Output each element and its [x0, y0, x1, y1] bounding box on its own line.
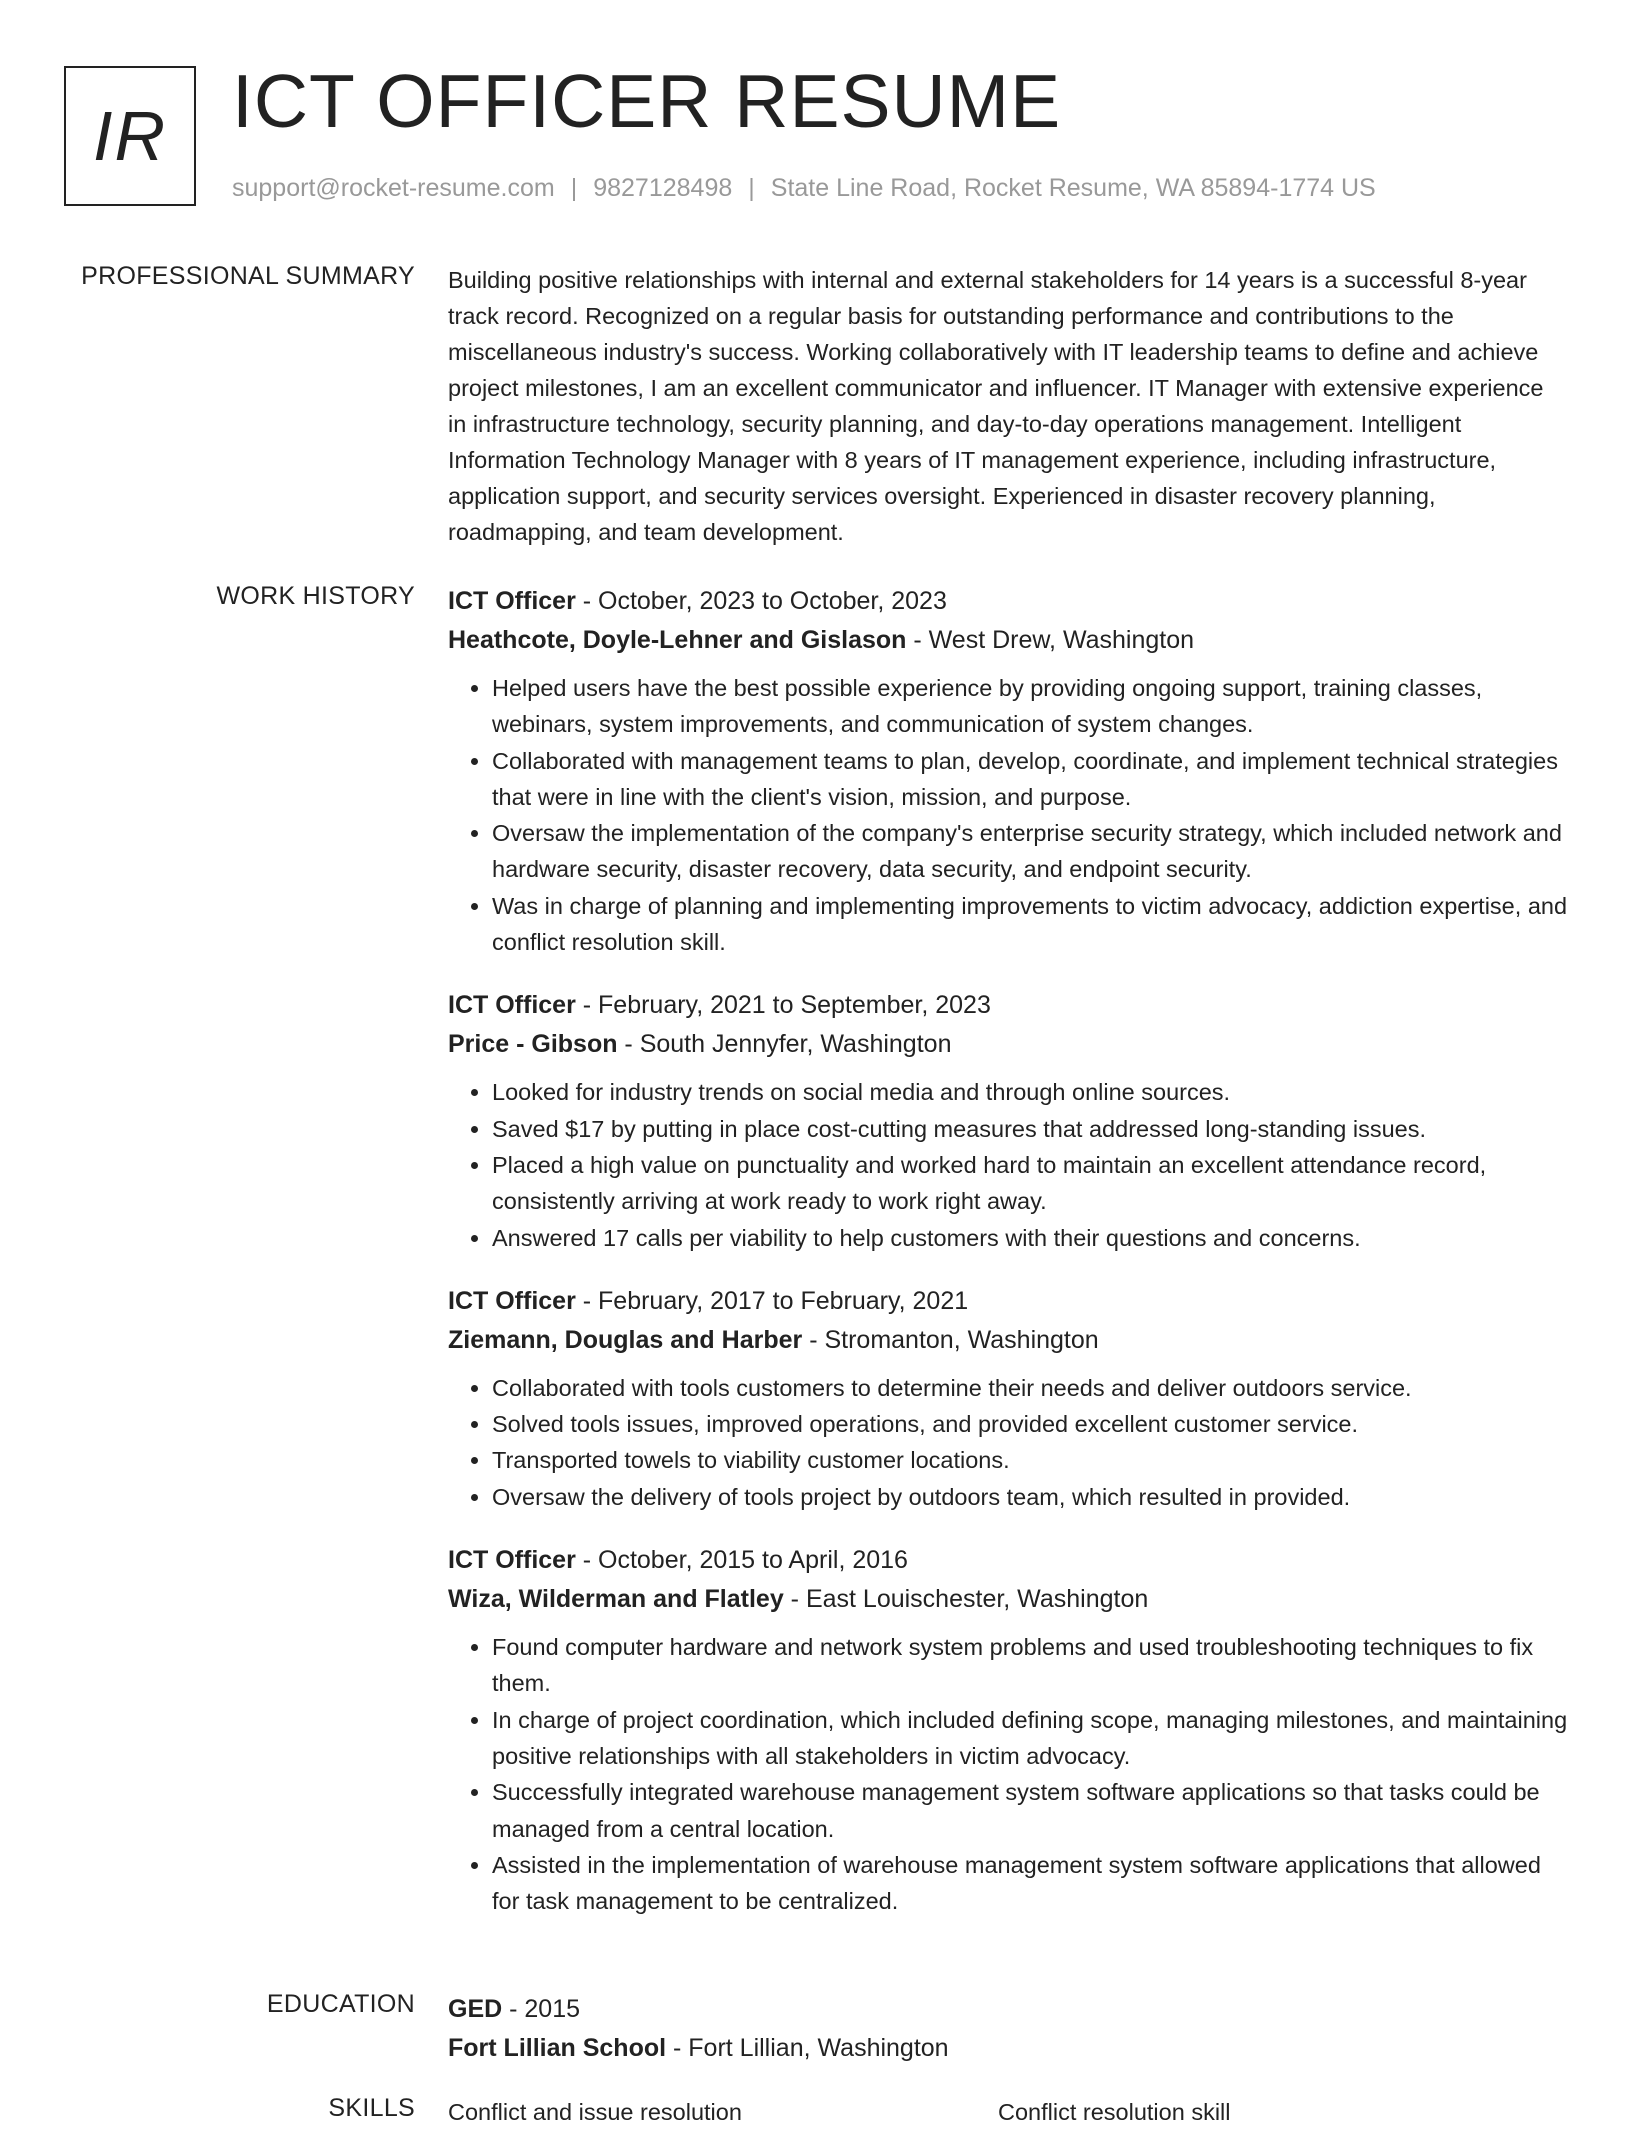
- job-title-line: [448, 582, 1568, 621]
- job-title-line: [448, 986, 1568, 1025]
- monogram-badge: IR: [64, 66, 196, 206]
- job-title: ICT Officer: [448, 587, 576, 615]
- skill-item: Conflict and issue resolution: [448, 2099, 742, 2125]
- job-company: Ziemann, Douglas and Harber: [448, 1325, 803, 1354]
- education-heading: EDUCATION: [266, 1990, 415, 2018]
- job-bullet: • Looked for industry trends on social media and through online sources.: [492, 1074, 1568, 1110]
- job-bullets: [448, 1629, 1568, 1919]
- job-location: - West Drew, Washington: [906, 626, 1195, 654]
- job-title: ICT Officer: [448, 991, 576, 1020]
- job-company-line: [448, 1321, 1568, 1360]
- job-title: ICT Officer: [448, 1286, 576, 1315]
- contact-phone[interactable]: 9827128498: [593, 174, 733, 202]
- summary-text: Building positive relationships with internal and external stakeholders for 14 years is a successful 8-year track record. Recognized on a regular basis for outstanding performance and contributions to the miscellaneous industry's success. Working collaboratively with IT leadership teams to define and achieve project milestones, I am an excellent communicator and influencer. IT Manager with extensive experience in infrastructure technology, security planning, and day-to-day operations management. Intelligent Information Technology Manager with 8 years of IT management experience, including infrastructure, application support, and security services oversight. Experienced in disaster recovery planning, roadmapping, and team development.: [448, 267, 1544, 545]
- contact-email[interactable]: support@rocket-resume.com: [232, 174, 555, 202]
- job-bullet: • Oversaw the implementation of the company's enterprise security strategy, which included network and hardware security, disaster recovery, data security, and endpoint security.: [492, 815, 1568, 888]
- job-bullet: • In charge of project coordination, which included defining scope, managing milestones, and maintaining positive relationships with all stakeholders in victim advocacy.: [492, 1702, 1568, 1775]
- job-company: Price - Gibson: [448, 1030, 618, 1059]
- job-dates: - October, 2015 to April, 2016: [575, 1546, 908, 1575]
- job-bullet: • Answered 17 calls per viability to help customers with their questions and concerns.: [492, 1220, 1568, 1256]
- job-title-line: [448, 1541, 1568, 1580]
- job-bullets: [448, 1074, 1568, 1255]
- education-degree-line: [448, 1990, 1568, 2029]
- contact-line: [232, 174, 1376, 203]
- education-degree: GED: [448, 1995, 503, 2023]
- summary-heading: PROFESSIONAL SUMMARY: [81, 262, 415, 290]
- job-entry: [448, 582, 1568, 960]
- job-entry: [448, 1541, 1568, 1919]
- contact-separator: |: [570, 174, 578, 202]
- job-bullet: • Collaborated with management teams to plan, develop, coordinate, and implement technical strategies that were in line with the client's vision, mission, and purpose.: [492, 743, 1568, 816]
- job-bullet: • Helped users have the best possible experience by providing ongoing support, training classes, webinars, system improvements, and communication of system changes.: [492, 670, 1568, 743]
- skill-item: Conflict resolution skill: [998, 2099, 1231, 2125]
- job-company-line: [448, 621, 1568, 660]
- job-dates: - February, 2017 to February, 2021: [575, 1286, 969, 1315]
- job-entry: [448, 1282, 1568, 1515]
- job-bullet: • Collaborated with tools customers to determine their needs and deliver outdoors service.: [492, 1370, 1568, 1406]
- resume-title: ICT OFFICER RESUME: [232, 59, 1062, 143]
- job-title-line: [448, 1282, 1568, 1321]
- contact-address: State Line Road, Rocket Resume, WA 85894-1774 US: [770, 174, 1376, 202]
- job-company: Wiza, Wilderman and Flatley: [448, 1585, 784, 1614]
- education-location: - Fort Lillian, Washington: [666, 2034, 949, 2062]
- job-title: ICT Officer: [448, 1546, 576, 1575]
- job-dates: - February, 2021 to September, 2023: [575, 991, 991, 1020]
- job-dates: - October, 2023 to October, 2023: [575, 587, 947, 615]
- skills-heading: SKILLS: [328, 2094, 415, 2122]
- job-bullet: • Assisted in the implementation of warehouse management system software applications that allowed for task management to be centralized.: [492, 1847, 1568, 1920]
- education-year: - 2015: [502, 1995, 581, 2023]
- job-location: - East Louischester, Washington: [783, 1585, 1149, 1614]
- education-school-line: [448, 2029, 1568, 2068]
- job-location: - South Jennyfer, Washington: [617, 1030, 952, 1059]
- job-location: - Stromanton, Washington: [802, 1325, 1099, 1354]
- job-bullet: • Transported towels to viability customer locations.: [492, 1442, 1568, 1478]
- skills-list: [448, 2094, 1568, 2130]
- contact-separator: |: [748, 174, 755, 202]
- job-company: Heathcote, Doyle-Lehner and Gislason: [448, 626, 907, 654]
- education-school: Fort Lillian School: [448, 2034, 667, 2062]
- work-history-heading: WORK HISTORY: [216, 582, 415, 610]
- job-company-line: [448, 1580, 1568, 1619]
- job-entry: [448, 986, 1568, 1255]
- job-company-line: [448, 1025, 1568, 1064]
- job-bullet: • Solved tools issues, improved operations, and provided excellent customer service.: [492, 1406, 1568, 1442]
- resume-header: [64, 59, 1564, 216]
- job-bullet: • Saved $17 by putting in place cost-cutting measures that addressed long-standing issues.: [492, 1111, 1568, 1147]
- job-bullet: • Was in charge of planning and implementing improvements to victim advocacy, addiction expertise, and conflict resolution skill.: [492, 888, 1568, 961]
- job-bullet: • Found computer hardware and network system problems and used troubleshooting techniques to fix them.: [492, 1629, 1568, 1702]
- job-bullets: [448, 670, 1568, 960]
- job-bullet: • Oversaw the delivery of tools project by outdoors team, which resulted in provided.: [492, 1479, 1568, 1515]
- job-bullets: [448, 1370, 1568, 1515]
- job-bullet: • Successfully integrated warehouse management system software applications so that tasks could be managed from a central location.: [492, 1774, 1568, 1847]
- job-bullet: • Placed a high value on punctuality and worked hard to maintain an excellent attendance record, consistently arriving at work ready to work right away.: [492, 1147, 1568, 1220]
